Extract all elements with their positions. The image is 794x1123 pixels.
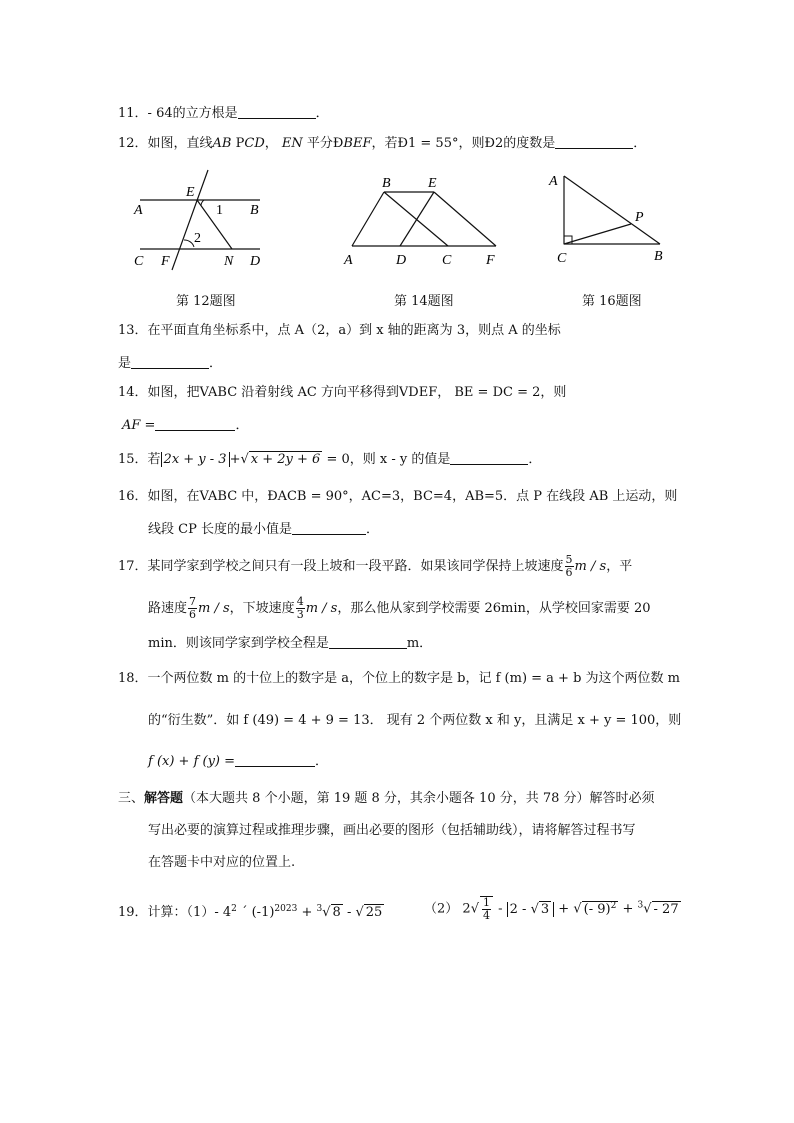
question-14-line-2: [122, 416, 248, 435]
question-16-line-1: 16．如图，在VABC 中，ÐACB = 90°，AC=3，BC=4，AB=5．点 P 在线段 AB 上运动，则: [118, 489, 678, 504]
label-1: 1: [216, 203, 223, 218]
q15-root: x + 2y + 6: [250, 452, 321, 467]
label-f: F: [161, 254, 170, 269]
q19-root-neg27: - 27: [653, 901, 679, 917]
label-p: P: [635, 210, 644, 225]
question-14-line-1: 14．如图，把VABC 沿着射线 AC 方向平移得到VDEF， BE = DC = 2，则: [118, 385, 567, 400]
q11-end: ．: [315, 106, 329, 121]
label-a: A: [344, 253, 353, 268]
question-11: [118, 104, 329, 123]
q12-mid: 平分Ð: [302, 136, 344, 151]
q19-mid1: ´ (-1): [236, 905, 275, 920]
side-bc: [384, 192, 448, 246]
q12-end: ．: [633, 136, 647, 151]
answer-blank: [235, 752, 315, 767]
q19-root-25: 25: [365, 905, 383, 920]
q11-text: 11．- 64的立方根是: [118, 106, 238, 121]
q13-is: 是: [118, 356, 132, 371]
fraction-1-4: $\frac{1}{4}$: [480, 896, 493, 922]
label-b: B: [654, 249, 663, 264]
q12-prefix: 12．如图，直线: [118, 136, 213, 151]
q15-abs: 2x + y - 3: [161, 452, 230, 467]
answer-blank: [555, 134, 633, 149]
label-d: D: [250, 254, 261, 269]
fig12-caption: 第 12题图: [176, 294, 236, 309]
fraction-7-6: $\frac{7}{6}$: [189, 595, 197, 621]
q14-af: AF =: [122, 418, 156, 433]
answer-blank: [450, 450, 528, 465]
q19-sup1: 2: [231, 904, 237, 914]
label-f: F: [486, 253, 495, 268]
q17-unit: m / s: [574, 559, 607, 574]
q17-line2a: 路速度: [148, 601, 188, 616]
label-c: C: [134, 254, 144, 269]
fig14-caption: 第 14题图: [394, 294, 454, 309]
q19-part2-prefix: （2） 2: [424, 901, 471, 917]
answer-blank: [155, 416, 235, 431]
q19-sup2: 2023: [274, 904, 298, 914]
section-3-line-1: [118, 790, 655, 808]
angle-1-arc: [201, 200, 204, 206]
q19-root-3: 3: [540, 901, 550, 917]
label-2: 2: [194, 231, 201, 246]
q12-rest: ，若Ð1 = 55°，则Ð2的度数是: [371, 136, 556, 151]
label-c: C: [557, 251, 567, 266]
q19-cbr2: 3: [637, 900, 644, 911]
q15-prefix: 15．若: [118, 452, 161, 467]
question-18-line-3: [148, 752, 328, 771]
q17-unit: m / s: [305, 601, 338, 616]
section-3-number: 三、: [118, 791, 145, 806]
q17-line3b: m．: [406, 636, 433, 651]
q12-par: P: [231, 136, 245, 151]
angle-2-arc: [184, 240, 194, 247]
line-en: [197, 200, 232, 249]
q15-eq: = 0，则 x - y 的值是: [322, 452, 451, 467]
section-3-intro: （本大题共 8 个小题，第 19 题 8 分，其余小题各 10 分，共 78 分）解答时必须: [183, 791, 655, 806]
question-17-line-3: [148, 634, 432, 653]
segment-cp: [564, 224, 631, 244]
label-d: D: [396, 253, 407, 268]
answer-blank: [329, 634, 407, 649]
q19-root-sq: (- 9)$^2$: [583, 900, 617, 917]
q14-end: ．: [235, 418, 249, 433]
question-12: [118, 134, 646, 153]
q16-end: ．: [365, 522, 379, 537]
side-ef: [434, 192, 496, 246]
q19-mid2: +: [297, 905, 317, 920]
label-e: E: [186, 185, 195, 200]
q19-cbr1: 3: [316, 904, 323, 914]
q19-abs: 2 - √ 3: [507, 902, 555, 917]
q12-cd: CD: [244, 136, 265, 151]
figure-12: [128, 168, 268, 273]
question-19: 19．计算：（1）- $4^2$ ´ $(-1)^{2023} + ^3√$ 8 - √ 25: [118, 904, 383, 920]
q17-unit: m / s: [198, 601, 230, 616]
q13-end: ．: [209, 356, 223, 371]
q19-part1-prefix: 19．计算：（1）- 4: [118, 905, 232, 920]
q12-en: EN: [281, 136, 303, 151]
question-17-line-1: [118, 554, 632, 579]
q17-line1a: 17．某同学家到学校之间只有一段上坡和一段平路．如果该同学保持上坡速度: [118, 559, 564, 574]
label-n: N: [224, 254, 234, 269]
q17-line2b: ，下坡速度: [229, 601, 295, 616]
fig16-caption: 第 16题图: [582, 294, 642, 309]
fraction-5-6: $\frac{5}{6}$: [565, 553, 573, 579]
label-e: E: [428, 176, 437, 191]
question-13-line-1: 13．在平面直角坐标系中，点 A（2，a）到 x 轴的距离为 3，则点 A 的坐标: [118, 323, 561, 338]
q19-mid3: -: [342, 905, 356, 920]
q18-end: ．: [315, 754, 329, 769]
q12-bef: BEF: [343, 136, 372, 151]
question-18-line-1: 18．一个两位数 m 的十位上的数字是 a，个位上的数字是 b，记 f (m) = a + b 为这个两位数 m: [118, 671, 680, 686]
answer-blank: [292, 520, 366, 535]
side-de: [400, 192, 434, 246]
q16-line2: 线段 CP 长度的最小值是: [148, 522, 292, 537]
question-16-line-2: [148, 520, 379, 539]
label-c: C: [442, 253, 452, 268]
q12-comma: ，: [264, 136, 282, 151]
answer-blank: [238, 104, 316, 119]
section-3-line-2: 写出必要的演算过程或推理步骤，画出必要的图形（包括辅助线），请将解答过程书写: [148, 823, 636, 838]
q17-line3a: min．则该同学家到学校全程是: [148, 636, 329, 651]
question-19-part-2: （2） 2√ $\frac{1}{4}$ - 2 - √ 3 + √ (- 9)$^2$ + $^3$√ - 27: [424, 896, 679, 922]
q12-ab: AB: [212, 136, 232, 151]
label-b: B: [382, 176, 391, 191]
section-3-line-3: 在答题卡中对应的位置上.: [148, 855, 296, 870]
figure-14: [338, 170, 508, 270]
figure-16: [540, 168, 670, 272]
question-15: 15．若 2x + y - 3 +√ x + 2y + 6 = 0，则 x - y 的值是 ．: [118, 452, 542, 467]
label-a: A: [549, 174, 558, 189]
question-17-line-2: [148, 596, 651, 621]
fraction-4-3: $\frac{4}{3}$: [296, 595, 304, 621]
side-ab: [352, 192, 384, 246]
question-18-line-2: 的“衍生数”．如 f (49) = 4 + 9 = 13． 现有 2 个两位数 x 和 y，且满足 x + y = 100，则: [148, 713, 682, 728]
answer-blank: [131, 354, 209, 369]
q15-plus: +: [229, 452, 241, 467]
q18-line3: f (x) + f (y) =: [148, 754, 236, 769]
question-13-line-2: [118, 354, 222, 373]
q17-line1b: ，平: [606, 559, 633, 574]
q17-line2c: ，那么他从家到学校需要 26min，从学校回家需要 20: [337, 601, 651, 616]
side-ab: [564, 176, 660, 244]
q15-end: ．: [528, 452, 542, 467]
label-a: A: [134, 203, 143, 218]
section-3-title: 解答题: [144, 791, 184, 806]
q19-root-8: 8: [332, 905, 341, 920]
label-b: B: [250, 203, 259, 218]
